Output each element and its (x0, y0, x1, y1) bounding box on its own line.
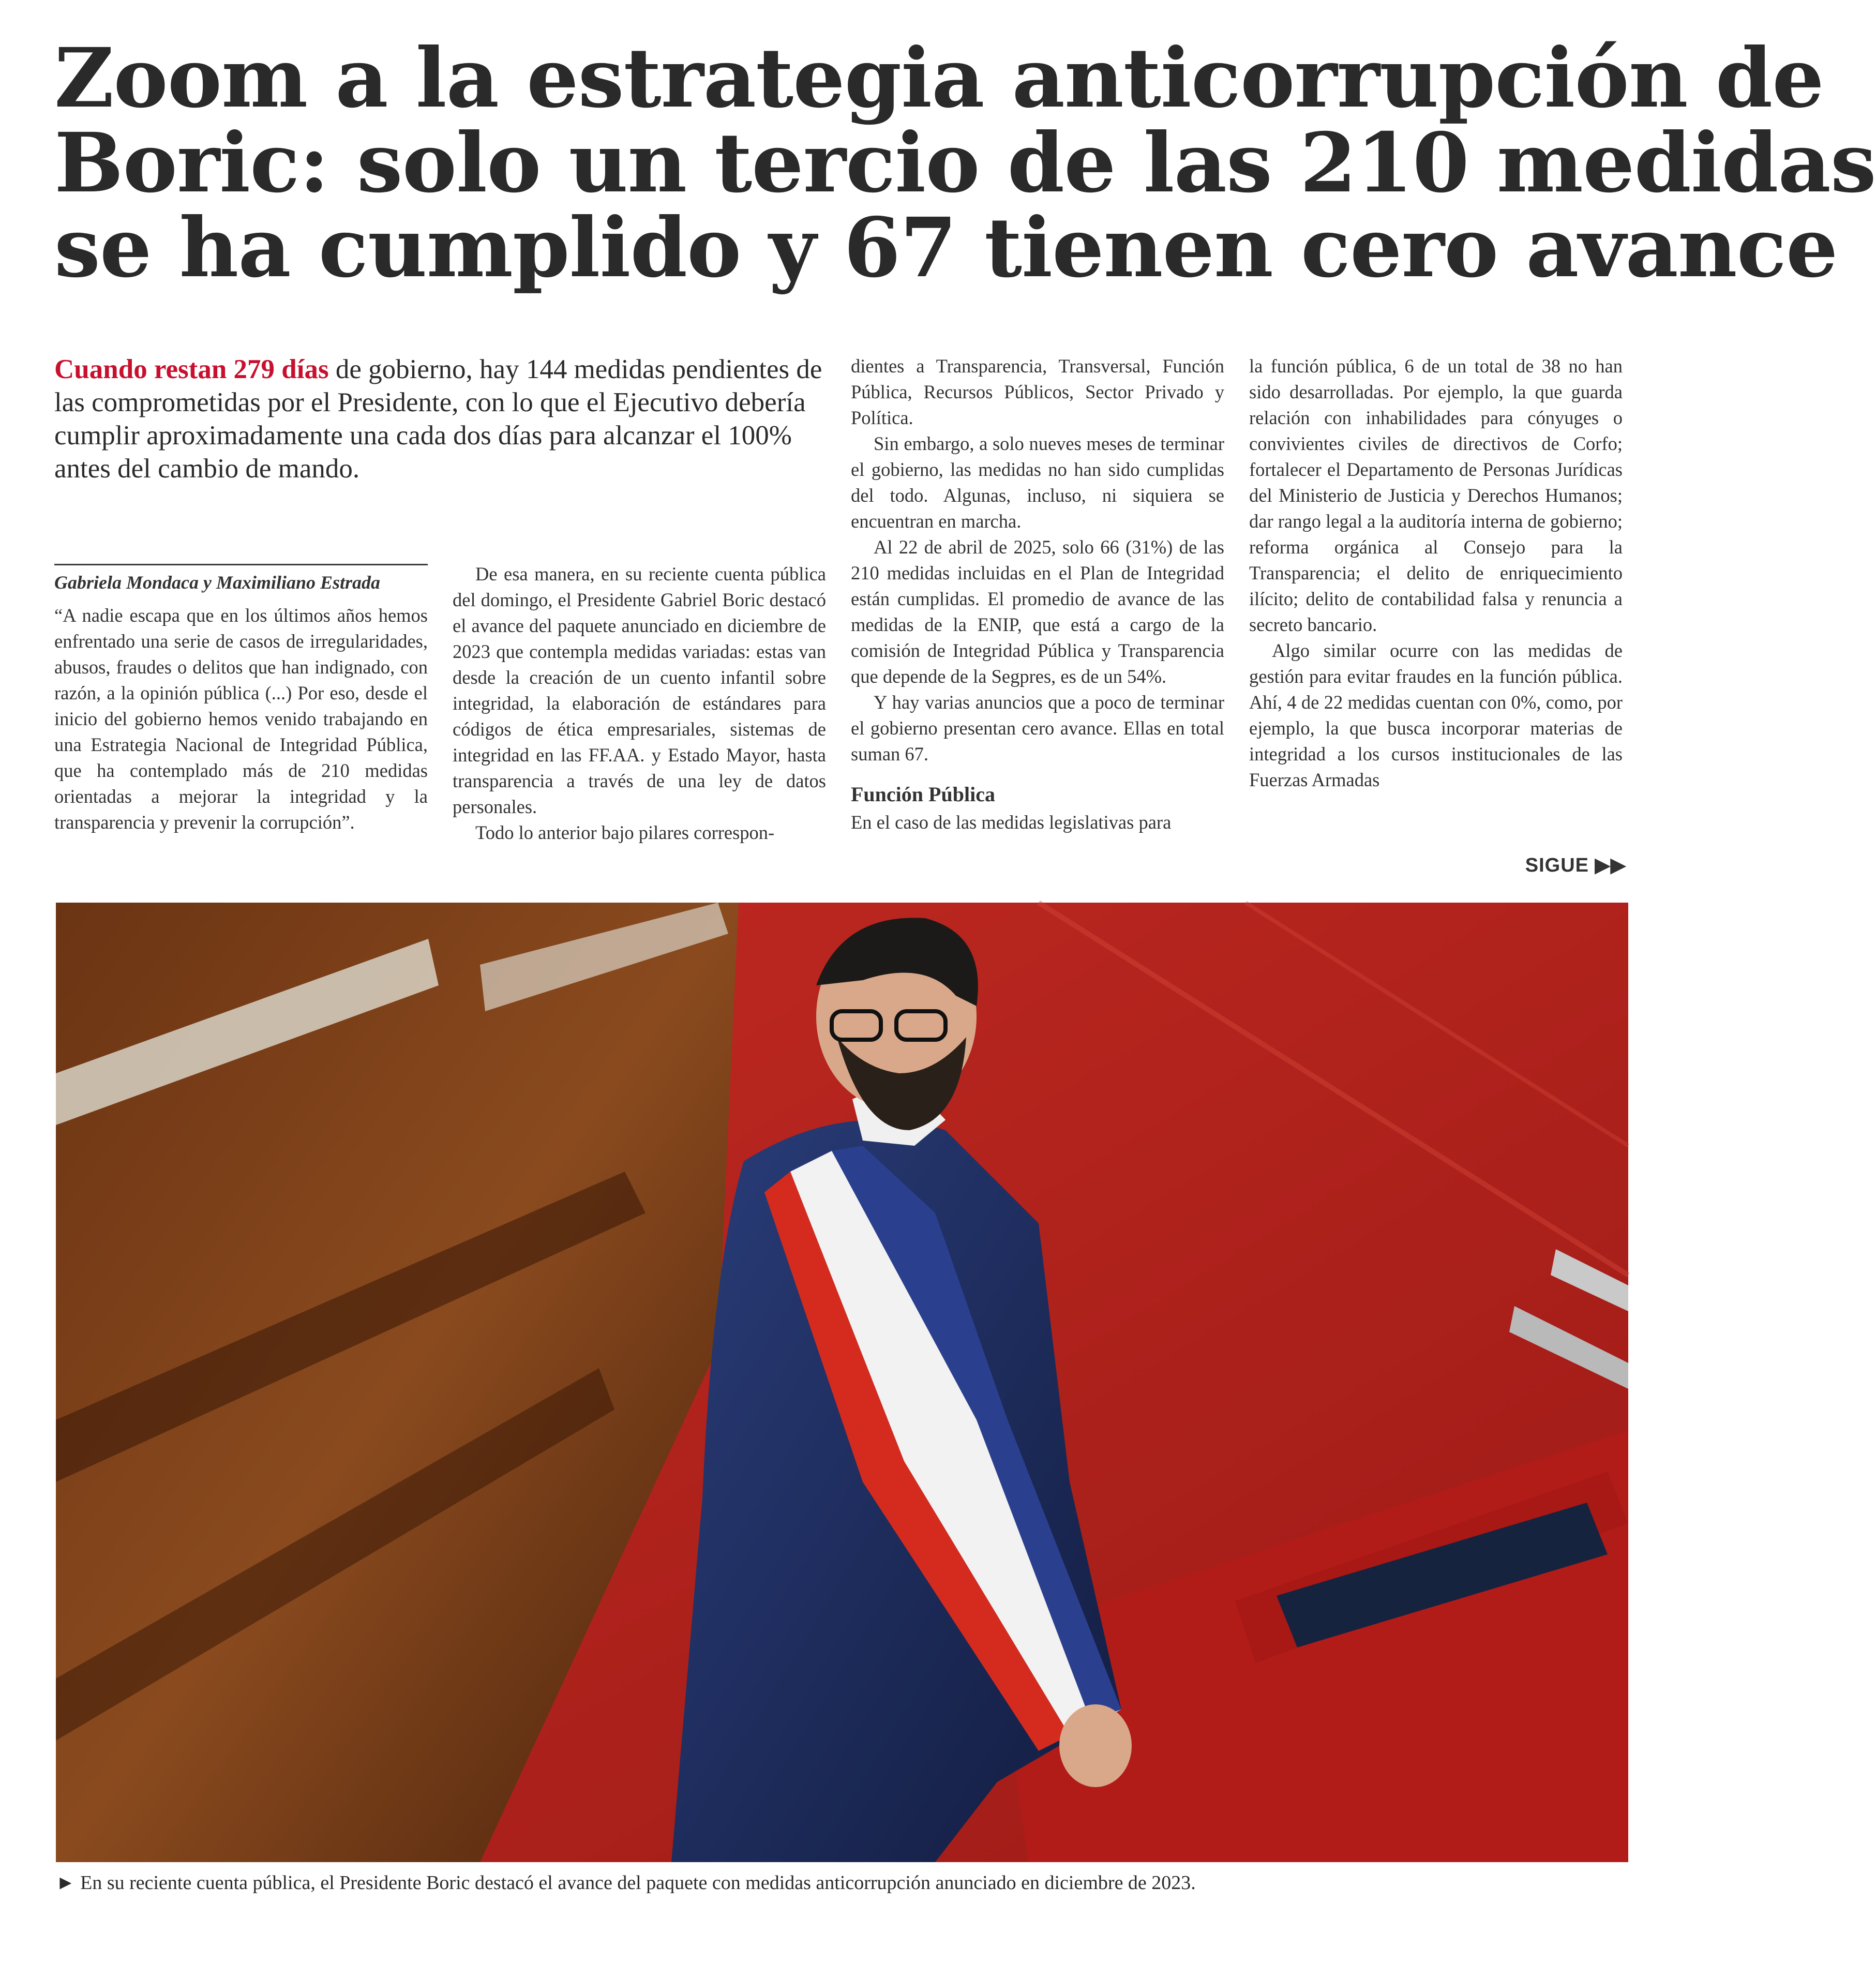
article-photo (56, 903, 1628, 1862)
paragraph: dientes a Transparencia, Transversal, Función Pública, Recursos Públicos, Sector Privado y Política. (851, 355, 1224, 428)
paragraph: “A nadie escapa que en los últimos años hemos enfrentado una serie de casos de irregularidades, abusos, fraudes o delitos que han indignado, con razón, a la opinión pública (...) Por eso, desde el inicio del gobierno hemos venido trabajando en una Estrategia Nacional de Integridad Pública, que ha contemplado más de 210 medidas orientadas a mejorar la integridad y la transparencia y prevenir la corrupción”. (54, 605, 428, 833)
headline-line-1: Zoom a la estrategia anticorrupción de (54, 31, 1824, 126)
paragraph: Y hay varias anuncios que a poco de terminar el gobierno presentan cero avance. Ellas en total suman 67. (851, 692, 1224, 765)
lede-rest: de gobierno, hay 144 medidas pendientes de las comprometidas por el Presidente, con lo que el Ejecutivo debería cumplir aproximadamente una cada dos días para alcanzar el 100% antes del cambio de mando. (54, 354, 822, 484)
paragraph: Algo similar ocurre con las medidas de gestión para evitar fraudes en la función pública. Ahí, 4 de 22 medidas cuentan con 0%, como, por ejemplo, la que busca incorporar materias de integridad a los cursos institucionales de las Fuerzas Armadas (1249, 640, 1623, 790)
photo-illustration (56, 903, 1628, 1862)
byline: Gabriela Mondaca y Maximiliano Estrada (54, 564, 428, 593)
paragraph: De esa manera, en su reciente cuenta pública del domingo, el Presidente Gabriel Boric destacó el avance del paquete anunciado en diciembre de 2023 que contempla medidas variadas: estas van desde la creación de un cuento infantil sobre integridad, la elaboración de estándares para códigos de ética empresariales, sistemas de integridad en las FF.AA. y Estado Mayor, hasta transparencia a través de una ley de datos personales. (453, 563, 826, 817)
photo-caption: ► En su reciente cuenta pública, el Presidente Boric destacó el avance del paquete con medidas anticorrupción anunciado en diciembre de 2023. (56, 1872, 1196, 1894)
lede (54, 353, 825, 485)
subhead-funcion-publica: Función Pública (851, 783, 995, 806)
headline-line-2: Boric: solo un tercio de las 210 medidas (54, 115, 1876, 211)
body-column-1 (54, 603, 428, 835)
person-hand (1059, 1704, 1132, 1787)
body-column-3 (851, 353, 1224, 835)
paragraph: la función pública, 6 de un total de 38 no han sido desarrolladas. Por ejemplo, la que guarda relación con inhabilidades para cónyuges o convivientes civiles de directivos de Corfo; fortalecer el Departamento de Personas Jurídicas del Ministerio de Justicia y Derechos Humanos; dar rango legal a la auditoría interna de gobierno; reforma orgánica al Consejo para la Transparencia; el delito de enriquecimiento ilícito; delito de contabilidad falsa y renuncia a secreto bancario. (1249, 355, 1623, 635)
continue-marker: SIGUE ▶▶ (1525, 855, 1626, 876)
body-column-4 (1249, 353, 1623, 793)
paragraph: Al 22 de abril de 2025, solo 66 (31%) de las 210 medidas incluidas en el Plan de Integridad están cumplidas. El promedio de avance de las medidas de la ENIP, que está a cargo de la comisión de Integridad Pública y Transparencia que depende de la Segpres, es de un 54%. (851, 536, 1224, 687)
paragraph: En el caso de las medidas legislativas para (851, 812, 1172, 833)
headline-line-3: se ha cumplido y 67 tienen cero avance (54, 200, 1838, 296)
paragraph: Todo lo anterior bajo pilares correspon- (475, 822, 775, 843)
paragraph: Sin embargo, a solo nueves meses de terminar el gobierno, las medidas no han sido cumplidas del todo. Algunas, incluso, ni siquiera se encuentran en marcha. (851, 433, 1224, 532)
headline (54, 31, 1876, 296)
body-column-2 (453, 561, 826, 846)
lede-lead: Cuando restan 279 días (54, 354, 329, 384)
